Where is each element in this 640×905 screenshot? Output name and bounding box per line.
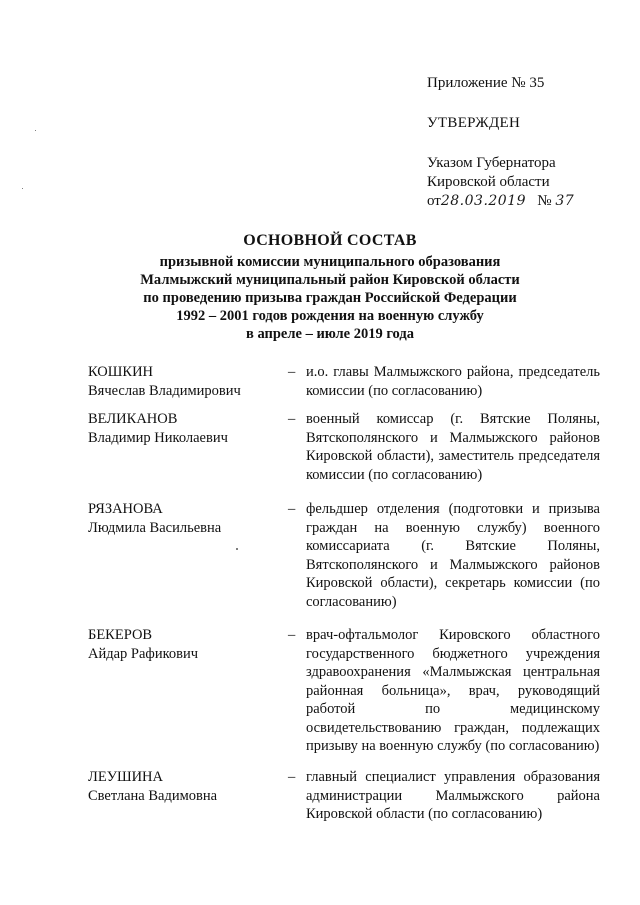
document-title [80,231,580,343]
member-given-name: Владимир Николаевич [88,429,228,446]
member-name [88,500,288,626]
member-dash: – [288,627,296,643]
title-line-5: в апреле – июле 2019 года [246,326,414,342]
member-role: военный комиссар (г. Вятские Поляны, Вятскополянского и Малмыжского районов Кировской области), заместитель председателя комиссии (по согласованию) [306,411,600,483]
members-list [88,363,600,838]
member-name [88,363,288,410]
member-name [88,626,288,768]
member-surname: РЯЗАНОВА [88,501,163,517]
scan-speck [22,188,23,189]
member-surname: БЕКЕРОВ [88,627,153,643]
member-given-name: Светлана Вадимовна [88,787,218,804]
member-row [88,768,600,838]
number-prefix: № [537,193,552,209]
member-row [88,363,600,410]
member-row [88,410,600,500]
scan-speck [236,548,238,550]
decree-line-1: Указом Губернатора [427,155,556,171]
member-row [88,500,600,626]
decree-line-2: Кировской области [427,174,550,190]
member-role: фельдшер отделения (подготовки и призыва граждан на военную службу) военного комиссариата (г. Вятские Поляны, Вятскополянского и Малмыжского районов Кировской области), секретарь комиссии (по согласованию) [306,501,600,610]
title-line-3: по проведению призыва граждан Российской Федерации [143,290,517,306]
member-row [88,626,600,768]
member-dash: – [288,364,296,380]
title-line-4: 1992 – 2001 годов рождения на военную службу [176,308,484,324]
appendix-label: Приложение № 35 [427,75,545,91]
member-role: главный специалист управления образования администрации Малмыжского района Кировской области (по согласованию) [306,769,600,822]
member-given-name: Вячеслав Владимирович [88,382,241,399]
date-prefix: от [427,193,441,209]
member-dash: – [288,411,296,427]
member-dash: – [288,501,296,517]
member-name [88,410,288,500]
title-line-2: Малмыжский муниципальный район Кировской области [140,272,520,288]
handwritten-number: 37 [555,193,575,209]
title-line-1: призывной комиссии муниципального образования [159,254,501,270]
decree-date-line [427,192,627,211]
approved-label: УТВЕРЖДЕН [427,115,521,131]
member-given-name: Людмила Васильевна [88,519,222,536]
member-role: и.о. главы Малмыжского района, председатель комиссии (по согласованию) [306,364,600,399]
member-dash: – [288,769,296,785]
member-given-name: Айдар Рафикович [88,645,199,662]
member-name [88,768,288,838]
member-surname: ВЕЛИКАНОВ [88,411,178,427]
member-surname: ЛЕУШИНА [88,769,163,785]
handwritten-date: 28.03.2019 [440,193,527,209]
approval-header [427,74,627,211]
title-main: ОСНОВНОЙ СОСТАВ [243,232,417,249]
member-role: врач-офтальмолог Кировского областного государственного бюджетного учреждения здравоохранения «Малмыжская центральная районная больница», врач, руководящий работой по медицинскому освидетельствованию граждан, подлежащих призыву на военную службу (по согласованию) [306,627,600,754]
member-surname: КОШКИН [88,364,154,380]
scan-speck [35,130,36,131]
